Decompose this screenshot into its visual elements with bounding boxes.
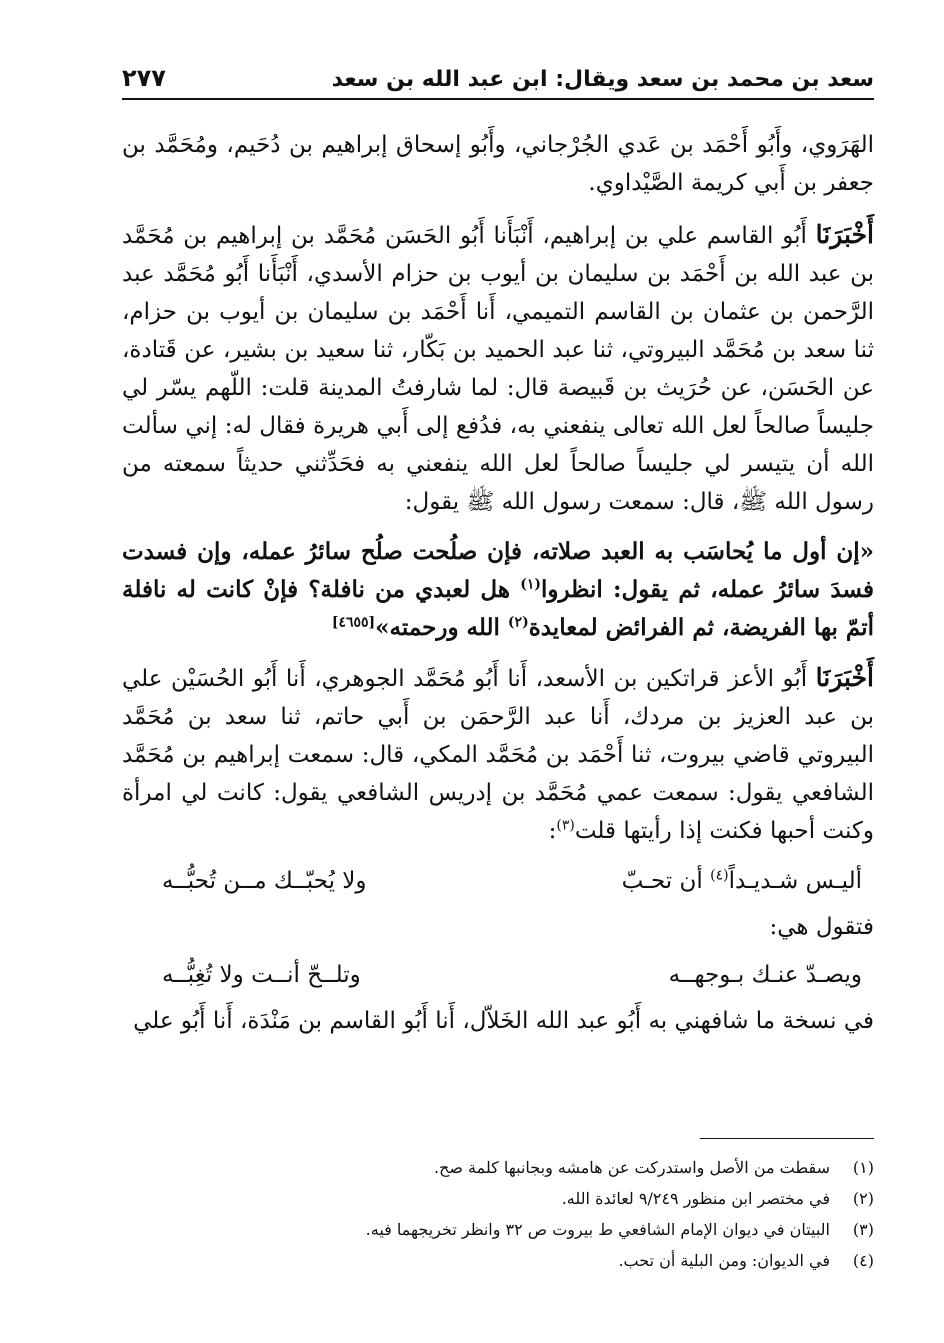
footnote-item [122,1152,874,1183]
verse-second-hemistich: ولا يُحبّــك مــن تُحبُّــه [162,868,367,894]
verse-second-hemistich: وتلــحّ أنــت ولا تُغِبُّــه [162,962,361,988]
hadith-part-c: الله ورحمته» [375,614,508,641]
akhbarana-keyword: أَخْبَرَنَا [815,220,874,249]
paragraph-isnad-1 [122,216,874,521]
poem-verse-1 [122,862,874,900]
poem-verse-2 [122,956,874,994]
footnote-number: (٤) [852,1251,874,1270]
paragraph-end: : [548,818,557,844]
footnote-ref-4: (٤) [710,867,729,884]
hadith-reference-number: [٤٦٥٥] [331,614,376,631]
verse-text: أليـس شـديـداً [728,868,862,894]
running-header [122,62,874,100]
paragraph-text: الهَرَوي، وأَبُو أَحْمَد بن عَدي الجُرْجاني، وأَبُو إسحاق إبراهيم بن دُحَيم، ومُحَمَّد بن جعفر بن أَبي كريمة الصَّيْداوي. [122,132,874,196]
footnote-ref-3: (٣) [556,817,575,834]
footnote-ref-2: (٢) [507,614,529,631]
footnotes [122,1152,874,1276]
hadith-part-b: هل لعبدي من نافلة؟ فإنْ كانت له نافلة أتمّ بها الفريضة، ثم الفرائض لمعايدة [122,576,874,641]
footnote-item [122,1214,874,1245]
verse-intro-label: فتقول هي: [769,914,874,940]
footnote-text: البيتان في ديوان الإمام الشافعي ط بيروت ص ٣٢ وانظر تخريجهما فيه. [365,1220,830,1239]
verse-first-hemistich: ويصـدّ عنـك بـوجهــه [668,962,862,988]
footnote-number: (٢) [852,1189,874,1208]
paragraph-intro [122,126,874,202]
paragraph-text: أَبُو الأعز قراتكين بن الأسعد، أَنا أَبُو مُحَمَّد الجوهري، أَنا أَبُو الحُسَيْن علي بن عبد العزيز بن مردك، أَنا عبد الرَّحمَن بن أَبي حاتم، ثنا سعد بن مُحَمَّد البيروتي قاضي بيروت، ثنا أَحْمَد بن مُحَمَّد المكي، قال: سمعت إبراهيم بن مُحَمَّد الشافعي يقول: سمعت عمي مُحَمَّد بن إدريس الشافعي يقول: كانت لي امرأة وكنت أحبها فكنت إذا رأيتها قلت [122,666,874,844]
footnote-text: سقطت من الأصل واستدركت عن هامشه وبجانبها كلمة صح. [433,1158,830,1177]
header-title: سعد بن محمد بن سعد ويقال: ابن عبد الله بن سعد [331,67,874,92]
paragraph-text: أَبُو القاسم علي بن إبراهيم، أَنْبَأَنا أَبُو الحَسَن مُحَمَّد بن إبراهيم بن مُحَمَّد بن عبد الله بن أَحْمَد بن سليمان بن أيوب بن حزام الأسدي، أَنْبَأَنا أَبُو مُحَمَّد عبد الرَّحمن بن عثمان بن القاسم التميمي، أَنا أَحْمَد بن سليمان بن أيوب بن حزام، ثنا سعد بن مُحَمَّد البيروتي، ثنا عبد الحميد بن بَكّار، ثنا سعيد بن بشير، عن قَتادة، عن الحَسَن، عن حُرَيث بن قَبيصة قال: لما شارفتُ المدينة قلت: اللّهم يسّر لي جليساً صالحاً لعل الله تعالى ينفعني به، فدُفع إلى أَبي هريرة فقال له: إني سألت الله أن يتيسر لي جليساً صالحاً لعل الله ينفعني به فحَدِّثني حديثاً سمعته من رسول الله ﷺ، قال: سمعت رسول الله ﷺ يقول: [122,223,874,515]
hadith-part-a: «إن أول ما يُحاسَب به العبد صلاته، فإن صلُحت صلُح سائرُ عمله، وإن فسدت فسدَ سائرُ عمله، ثم يقول: انظروا [122,538,874,603]
main-text [122,126,874,1052]
paragraph-text: في نسخة ما شافهني به أَبُو عبد الله الخَلاّل، أَنا أَبُو القاسم بن مَنْدَة، أَنا أَبُو علي [133,1008,874,1034]
footnote-ref-1: (١) [520,576,541,593]
akhbarana-keyword: أَخْبَرَنَا [815,663,874,692]
footnote-text: في الديوان: ومن البلية أن تحب. [618,1251,830,1270]
footnote-text: في مختصر ابن منظور ٩/٢٤٩ لعائدة الله. [561,1189,830,1208]
hadith-text [122,533,874,647]
footnote-item [122,1183,874,1214]
paragraph-last-line [122,1002,874,1040]
paragraph-isnad-2 [122,659,874,850]
footnote-divider [700,1138,874,1139]
verse-text: أن تحـبّ [621,868,711,894]
footnote-item [122,1245,874,1276]
page-number: ٢٧٧ [122,64,166,92]
verse-first-hemistich [622,862,862,900]
footnote-number: (٣) [852,1220,874,1239]
footnote-number: (١) [852,1158,874,1177]
